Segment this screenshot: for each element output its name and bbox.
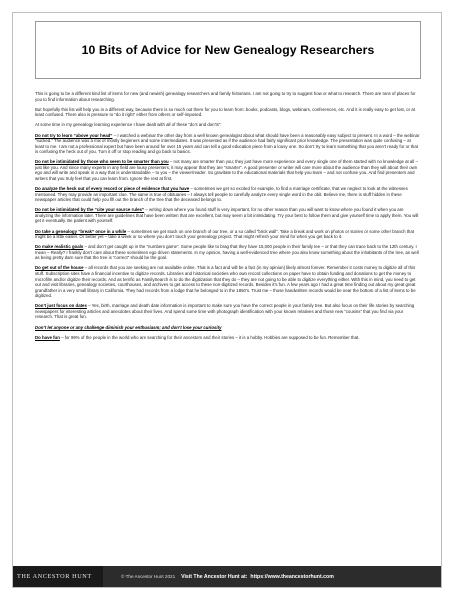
tip-heading: Do not try to learn “above your head” — [35, 132, 113, 138]
tip-paragraph — [35, 207, 421, 224]
tip-heading: Don’t let anyone or any challenge diminish your enthusiasm; and don’t lose your curiosity — [35, 324, 222, 330]
intro-paragraph: This is going to be a different kind list of items for new (and newish) genealogy researchers and family historians. I am not going to try to suggest how or what to research. There are tons of places for you to find information about researching. — [35, 91, 416, 102]
page-title: 10 Bits of Advice for New Genealogy Researchers — [81, 43, 375, 57]
tip-paragraph — [35, 186, 421, 203]
brand-logo — [13, 566, 103, 587]
tip-heading: Do have fun — [35, 334, 60, 340]
tip-heading: Do not be intimidated by the “cite your source rules” — [35, 207, 145, 213]
footer-website-link[interactable]: https://www.theancestorhunt.com — [250, 573, 334, 580]
tip-paragraph — [35, 229, 421, 240]
tip-paragraph — [35, 335, 421, 341]
tip-body: – I watched a webinar the other day from a well known genealogist about what should have been a reasonably easy subject to present. In a word – the webinar “sucked.” The audience was a mix of mostly beginners and some intermediates. It was presented as if the audience had fairly significant prior knowledge. The presentation was quite confusing – at least to me. I am not a professional expert but have been around for over 15 years and can tell a good education piece from a lousy one. So don’t try to learn something that you aren’t ready for or that is confusing the heck out of you. Turn it off or stop reading and go back to basics. — [35, 132, 420, 155]
tip-paragraph — [35, 325, 421, 331]
tip-body: – not many are smarter than you; they just have more experience and every single one of them started with no knowledge at all – just like you. And since many experts in any field are lousy presenters, it may appear that they are “smarter”. A good presenter or writer will care more about the audience than they will about their own ego and will write and speak in a way that is understandable – to you – the viewer/reader. So gravitate to the educational materials that help you learn – and not confuse you. And find presenters and writers that you truly feel that you can learn from. Ignore the rest at first. — [35, 159, 418, 181]
tip-heading: Do take a genealogy “break” once in a while — [35, 228, 127, 234]
tip-heading: Don’t just focus on dates — [35, 303, 87, 309]
article-body — [35, 91, 421, 345]
tip-heading: Do get out of the house — [35, 265, 84, 271]
tip-body: – sometimes we get stuck on one branch of our tree, or a so called “brick wall”. Take a break and work on photos or stories or some other branch that might be a little easier. Or better yet – take a week or so where you don’t touch your genealogy project. That might refresh your mind for when you get back to it. — [35, 228, 414, 240]
title-box — [35, 21, 421, 79]
tip-paragraph — [35, 159, 421, 181]
tip-body: – all records that you are seeking are not available online. That is a fact and will be a fact (in my opinion) likely almost forever. Remember it costs money to digitize all of this stuff. Subscription sites have a financial incentive to digitize records. Libraries and historical societies who own record collections on paper have to obtain funding and donations to get the money to microfilm and/or digitize their records. And as terrific as FamilySearch is to do the digitization that they do – they are not going to be able to digitize everything either. With this in mind, you need to get out and visit libraries, genealogy societies, courthouses, and archives to get access to these non-digitized records. Besides it’s fun. A few years ago I had a great time finding out about my great great grandfather in a very small library in California. They had records from a lodge that he belonged to in the 1850’s. Trust me – those handwritten records would be near the bottom of a list of items to be digitized. — [35, 265, 416, 299]
logo-text: THE ANCESTOR HUNT — [17, 573, 92, 580]
tip-paragraph — [35, 244, 421, 261]
tip-body: – writing down where you found stuff is very important, for no other reason than you will want to know where you found it when you are analyzing the information later. There are guidelines that have been written that are excellent, but may seem a bit intimidating. Try your best to follow them and give yourself time to apply them. You will get it eventually. Be patient with yourself. — [35, 207, 419, 224]
tip-paragraph — [35, 133, 421, 155]
tip-body: – for 99% of the people in the world who are searching for their ancestors and their stories – it is a hobby. Hobbies are supposed to be fun. Remember that. — [59, 334, 360, 340]
intro-paragraph: But hopefully this list will help you in a different way, because there is so much out there for you to learn from: books, podcasts, blogs, webinars, conferences, etc. And it is really easy to get lost, or at least confused. There also is pressure to “do it right” either from others or self-imposed. — [35, 106, 415, 118]
tip-heading: Do not be intimidated by those who seem to be smarter than you — [35, 159, 169, 165]
tip-heading: Do make realistic goals — [35, 244, 84, 250]
footer-copyright: © The Ancestor Hunt 2021 — [121, 574, 176, 579]
document-page — [12, 12, 442, 588]
tip-heading: Do analyze the heck out of every record or piece of evidence that you have — [35, 186, 190, 192]
intro-paragraph: At some time in my genealogy learning experience I have dealt with all of these “do’s and don’ts”: — [35, 122, 222, 128]
tip-body: – and don’t get caught up in the “numbers game”. Some people like to brag that they have 15,000 people in their family tee – or that they can trace back to the 12th century. I mean – Really? I frankly don’t care about these sometimes ego driven statements. In my opinion, having a well-evidenced tree where you also know something about the inhabitants of the tree, as well as being pretty darn sure that the tree is “correct” should be the goal. — [35, 244, 419, 261]
tip-paragraph — [35, 303, 421, 320]
tip-paragraph — [35, 265, 421, 298]
tip-body: – sometimes we get so excited for example, to find a marriage certificate, that we neglect to look at the witnesses mentioned. They may provide an important clue. The same is true of obituaries – I always tell people to carefully analyze every single word in the obit. Believe me, there is stuff hidden in these newspaper articles that could help you fill out the branch of the tree that the deceased belongs to. — [35, 186, 408, 203]
tip-body: – Yes, birth, marriage and death date information is important to make sure you have the correct people in your family tree. But also focus on their life stories by searching newspapers for interesting articles and anecdotes about their lives. And spend some time with photograph identification with your known relatives and those new “cousins” that you find via your research. That is great fun. — [35, 303, 415, 320]
footer-bar — [13, 566, 441, 587]
footer-visit-text: Visit The Ancestor Hunt at: — [181, 573, 248, 580]
